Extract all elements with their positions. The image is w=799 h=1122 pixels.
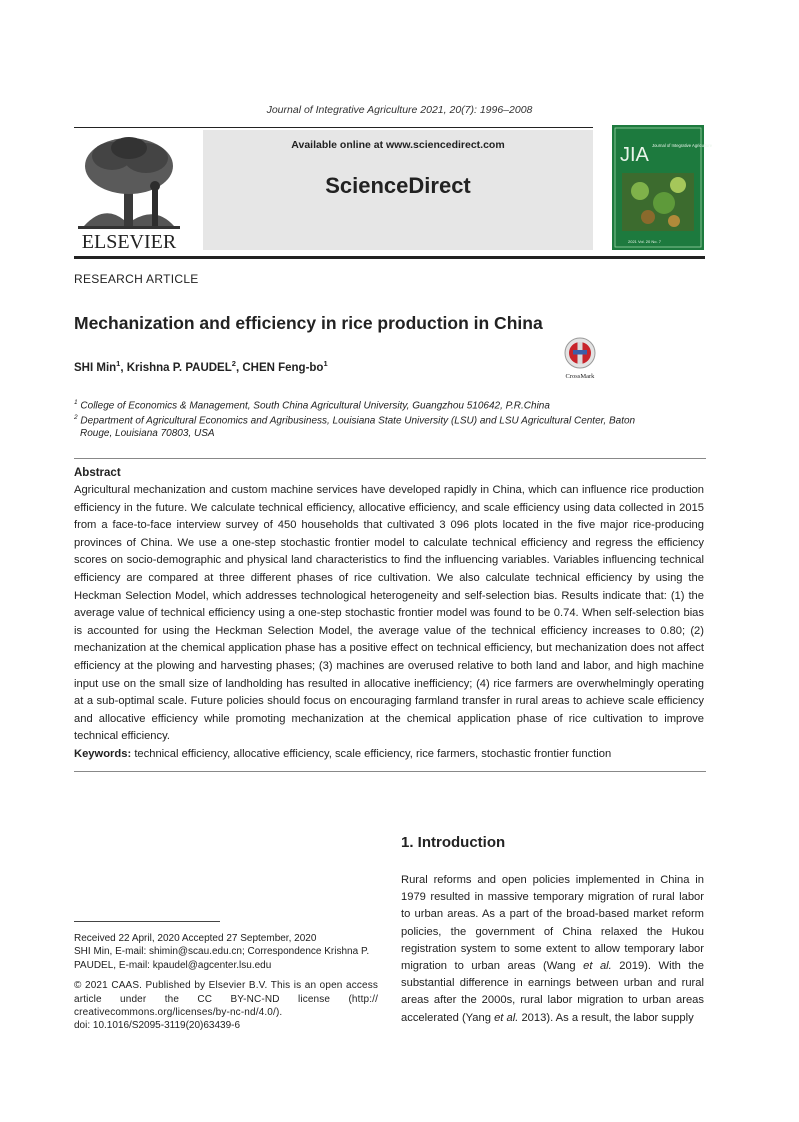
keywords-label: Keywords: xyxy=(74,748,132,760)
author-name[interactable]: Krishna P. PAUDEL xyxy=(126,361,232,374)
copyright-license: © 2021 CAAS. Published by Elsevier B.V. This is an open access article under the CC BY-NC-ND license (http:// creativecommons.org/licenses/by-nc-nd/4.0/). xyxy=(74,980,378,1019)
cover-label: JIA xyxy=(620,144,649,166)
author-affil-sup: 1 xyxy=(116,359,121,368)
keywords xyxy=(74,748,706,760)
header-rule xyxy=(74,127,593,128)
sciencedirect-brand[interactable]: ScienceDirect xyxy=(325,173,471,198)
section-heading-introduction: 1. Introduction xyxy=(401,834,506,851)
received-dates: Received 22 April, 2020 Accepted 27 September, 2020 xyxy=(74,933,317,944)
abstract-top-rule xyxy=(74,458,706,459)
affiliation-2-line2: Rouge, Louisiana 70803, USA xyxy=(80,428,215,439)
available-online-text[interactable]: Available online at www.sciencedirect.com xyxy=(291,139,505,151)
intro-etal: et al. xyxy=(494,1011,519,1024)
journal-citation: Journal of Integrative Agriculture 2021, 20(7): 1996–2008 xyxy=(266,104,533,116)
article-title: Mechanization and efficiency in rice production in China xyxy=(74,313,543,333)
intro-text: 2013). As a result, the labor supply xyxy=(518,1011,694,1024)
correspondence: SHI Min, E-mail: shimin@scau.edu.cn; Correspondence Krishna P. PAUDEL, E-mail: kpaudel@agcenter.lsu.edu xyxy=(74,946,370,971)
journal-cover[interactable] xyxy=(612,125,713,250)
masthead-rule xyxy=(74,256,705,259)
crossmark-label: CrossMark xyxy=(565,373,595,380)
intro-text: Rural reforms and open policies implemented in China in 1979 resulted in massive temporary migration of rural labor to urban areas. As a part of the broad-based market reform policies, the government of China relaxed the Hukou registration system to some extent to allow temporary labor migration to urban areas (Wang xyxy=(401,874,704,973)
abstract-text: Agricultural mechanization and custom machine services have developed rapidly in China, which can influence rice production efficiency in the future. We calculate technical efficiency, allocative efficiency, and scale efficiency using data collected in 2015 from a face-to-face interview survey of 450 households that cultivated 3 096 plots located in the five major rice-producing provinces of China. We use a one-step stochastic frontier model to calculate technical efficiency and regress the efficiency scores on socio-demographic and physical land characteristics to find the influencing variables. Variables influencing technical efficiency are compared at three different phases of rice cultivation. We also calculate technical efficiency by using the Heckman Selection Model, which addresses technological heterogeneity and self-selection bias. Results indicate that: (1) the average value of technical efficiency using a one-step stochastic frontier model was found to be 0.74. When self-selection bias is accounted for using the Heckman Selection Model, the average value of the technical efficiency increases to 0.80; (2) mechanization at the chemical application phase has a positive effect on technical efficiency, but mechanization does not affect efficiency at the plowing and harvesting phases; (3) machines are overused relative to both land and labor, and high machine input use on the small size of landholding has resulted in allocative inefficiency; (4) rice farmers are overwhelmingly operating at a sub-optimal scale. Future policies should focus on encouraging farmland transfer in rural areas to achieve scale efficiency and allocative efficiency while promoting mechanization at the chemical application phase of rice cultivation to improve technical efficiency. xyxy=(74,484,704,743)
author-affil-sup: 2 xyxy=(231,359,236,368)
affiliation-sup: 2 xyxy=(74,414,78,421)
author-name[interactable]: SHI Min xyxy=(74,361,117,374)
crossmark-icon[interactable] xyxy=(560,336,600,380)
affiliation-text: Department of Agricultural Economics and Agribusiness, Louisiana State University (LSU) and LSU Agricultural Center, Baton xyxy=(80,415,636,427)
cover-subtitle: Journal of Integrative Agriculture xyxy=(652,143,713,148)
author-list: SHI Min$^1$, Krishna P. PAUDEL$^2$, CHEN Feng-$bo^1$ xyxy=(74,359,328,374)
intro-text: 2019). With the substantial difference in earnings between urban and rural areas after the 2000s, rural labor migration to urban areas accelerated (Yang xyxy=(401,960,704,1024)
introduction-paragraph xyxy=(401,872,704,1027)
affiliation-text: College of Economics & Management, South China Agricultural University, Guangzhou 510642, P.R.China xyxy=(80,400,550,412)
elsevier-logo[interactable] xyxy=(74,134,184,252)
doi[interactable]: doi: 10.1016/S2095-3119(20)63439-6 xyxy=(74,1020,241,1031)
article-type: RESEARCH ARTICLE xyxy=(74,272,199,286)
footnote-rule xyxy=(74,921,220,922)
cover-issue: 2021 Vol. 20 No. 7 xyxy=(628,239,661,244)
abstract-heading: Abstract xyxy=(74,467,121,479)
elsevier-wordmark: ELSEVIER xyxy=(81,231,177,253)
keywords-bottom-rule xyxy=(74,771,706,772)
intro-etal: et al. xyxy=(583,960,612,973)
author-name[interactable]: CHEN Feng-bo xyxy=(242,361,324,374)
keywords-text: technical efficiency, allocative efficiency, scale efficiency, rice farmers, stochastic frontier function xyxy=(134,748,612,760)
author-affil-sup: 1 xyxy=(323,359,328,368)
affiliation-sup: 1 xyxy=(74,399,78,406)
